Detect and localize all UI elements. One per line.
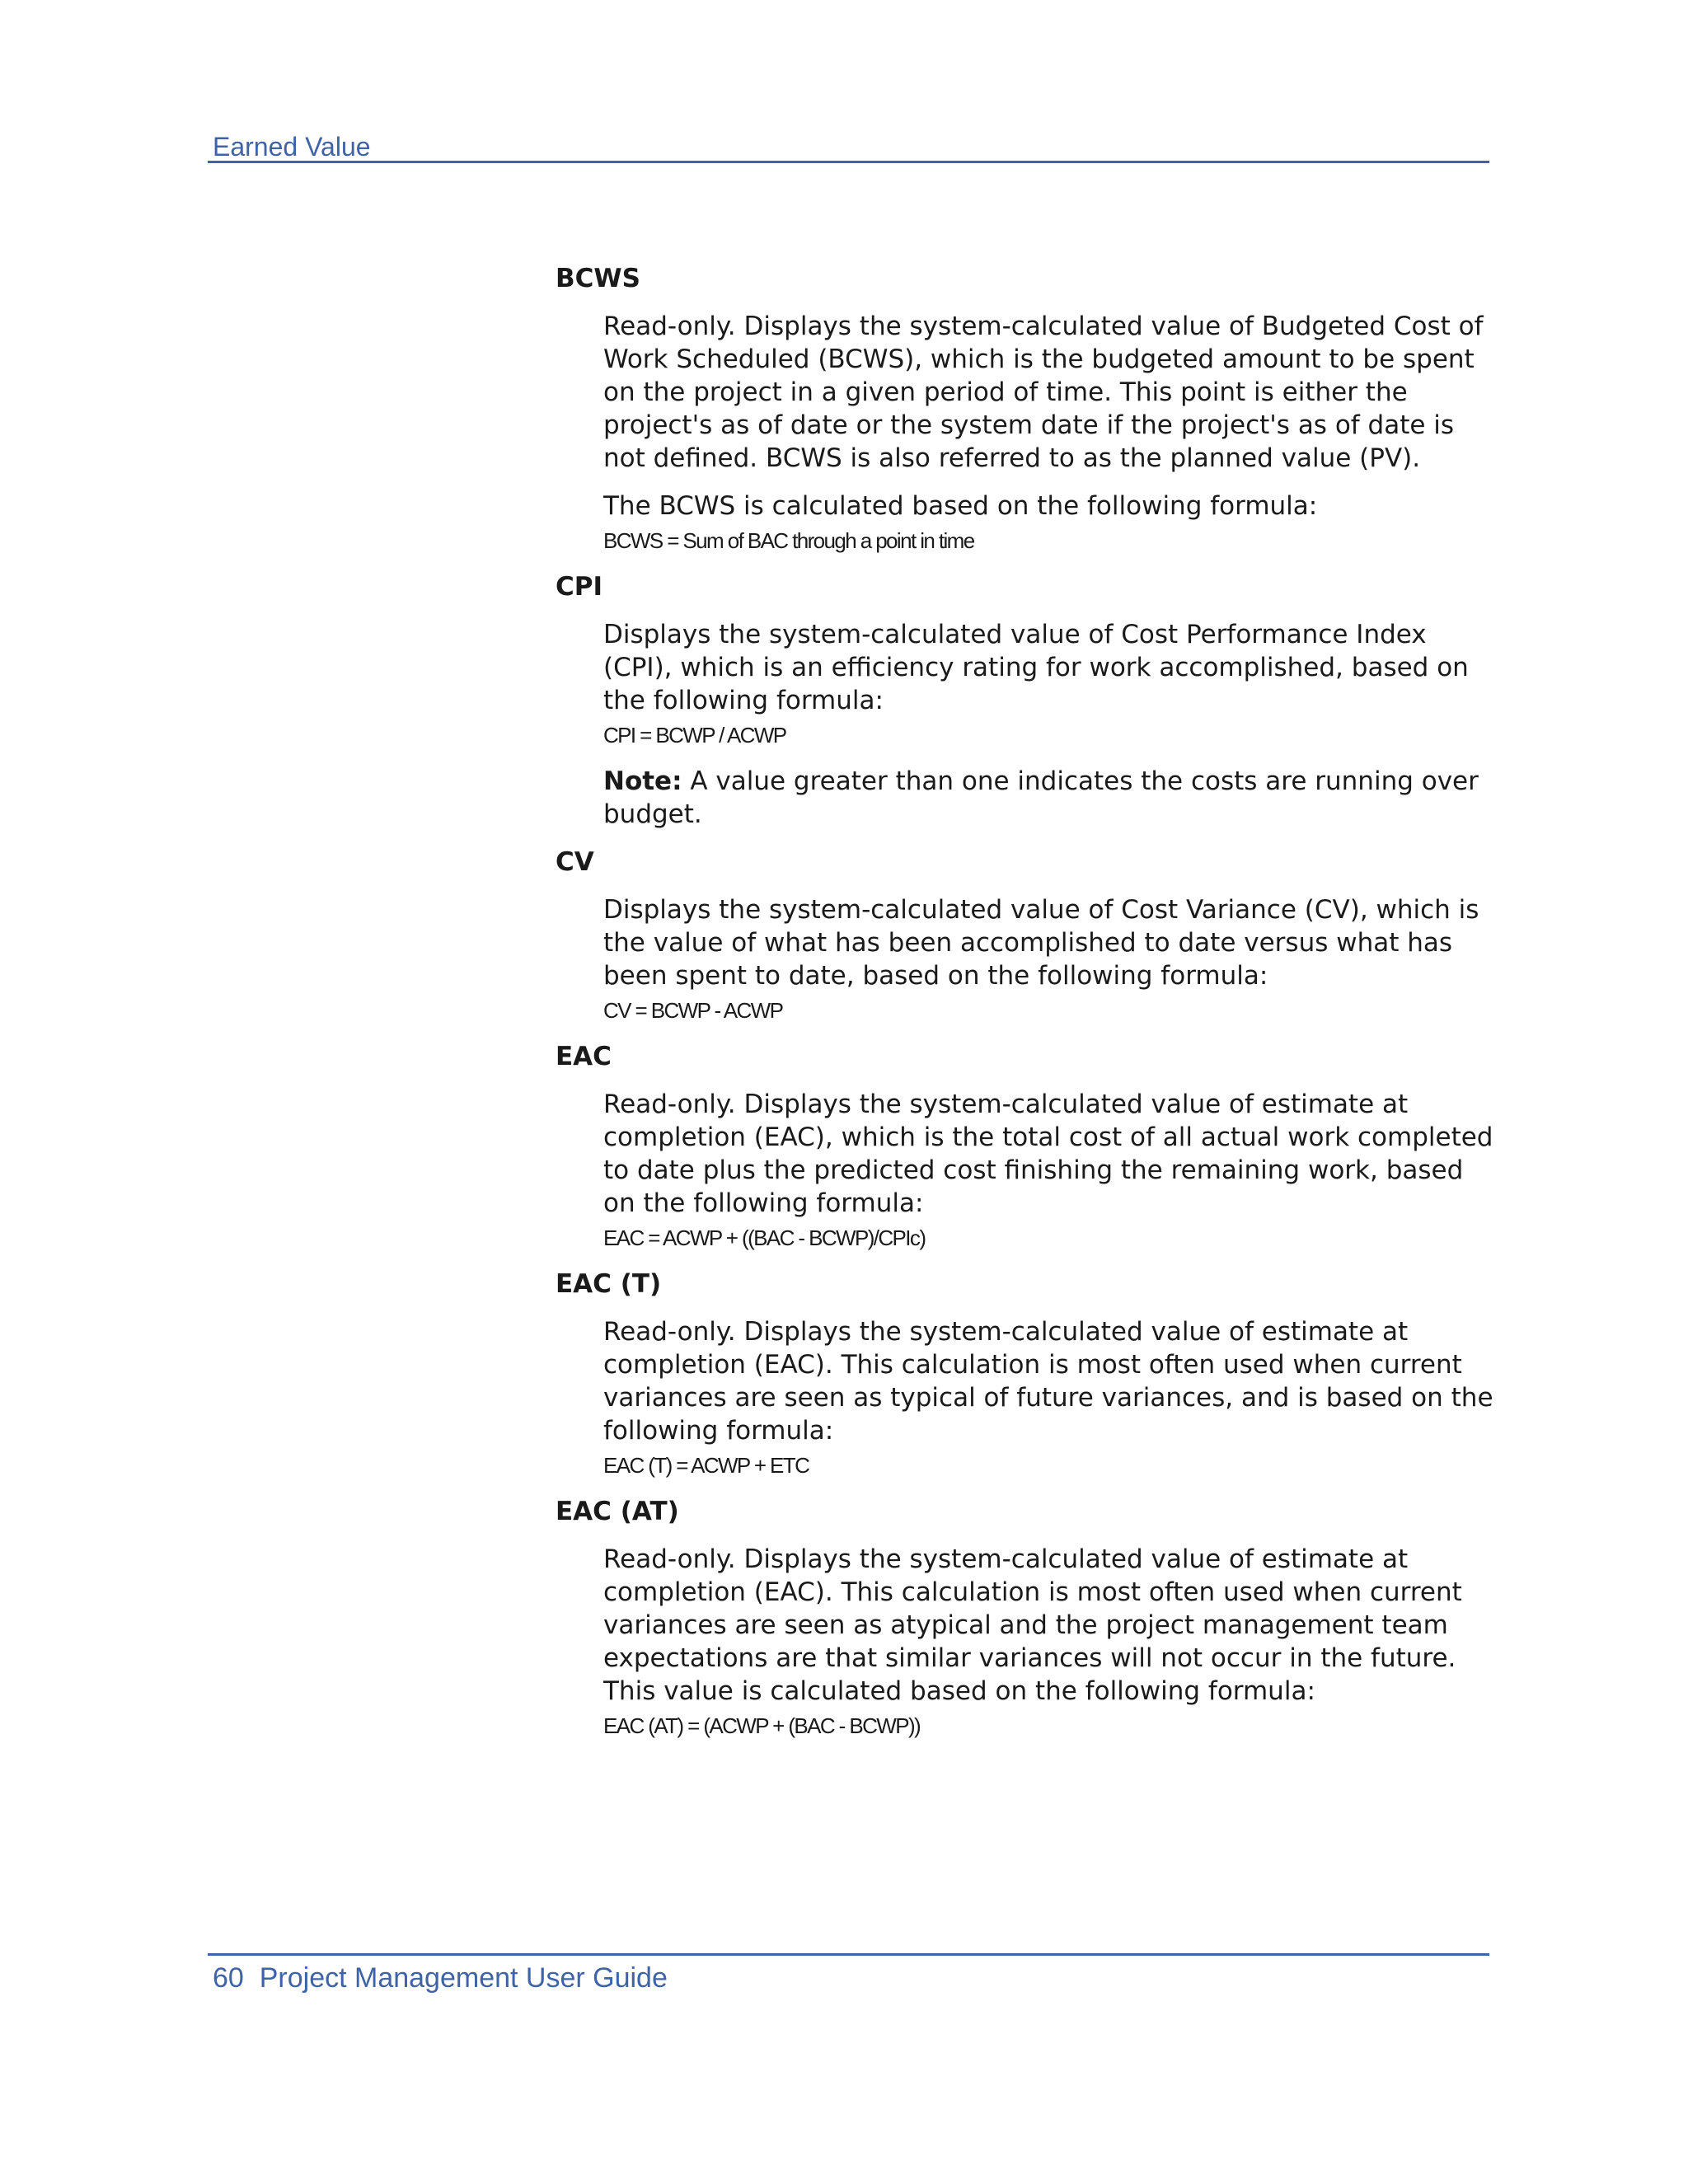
cpi-description: Displays the system-calculated value of Cost Performance Index (CPI), which is an efficiency rating for work accomplished, based on the following formula: (603, 620, 1469, 715)
term-eac: EAC (556, 1042, 612, 1071)
entry-cv (556, 846, 1495, 1025)
guide-title: Project Management User Guide (259, 1962, 668, 1994)
term-eac-at: EAC (AT) (556, 1497, 679, 1526)
definition-eac (603, 1088, 1495, 1253)
entry-cpi (556, 570, 1495, 831)
header-rule (208, 161, 1489, 163)
running-footer (213, 1961, 668, 1995)
definition-eac-at (603, 1543, 1495, 1741)
term-cv: CV (556, 847, 594, 877)
footer-rule (208, 1953, 1489, 1956)
page-number: 60 (213, 1962, 244, 1994)
eac-at-formula: EAC (AT) = (ACWP + (BAC - BCWP)) (603, 1713, 921, 1738)
eac-formula: EAC = ACWP + ((BAC - BCWP)/CPIc) (603, 1226, 926, 1250)
entry-eac-at (556, 1495, 1495, 1741)
note-label: Note: (603, 766, 682, 796)
definition-eac-t (603, 1315, 1495, 1480)
entry-eac-t (556, 1268, 1495, 1480)
definition-cv (603, 893, 1495, 1025)
eac-description: Read-only. Displays the system-calculated value of estimate at completion (EAC), which is the total cost of all actual work completed to date plus the predicted cost finishing the remaining work, based on the following formula: (603, 1090, 1493, 1218)
eac-at-description: Read-only. Displays the system-calculated value of estimate at completion (EAC). This calculation is most often used when current variances are seen as atypical and the project management team expectations are that similar variances will not occur in the future. This value is calculated based on the following formula: (603, 1544, 1462, 1706)
glossary-content (556, 262, 1495, 1741)
bcws-formula-intro: The BCWS is calculated based on the following formula: (603, 491, 1318, 521)
eac-t-description: Read-only. Displays the system-calculated value of estimate at completion (EAC). This calculation is most often used when current variances are seen as typical of future variances, and is based on the following formula: (603, 1317, 1493, 1446)
entry-bcws (556, 262, 1495, 555)
entry-eac (556, 1040, 1495, 1253)
term-eac-t: EAC (T) (556, 1269, 662, 1299)
bcws-formula: BCWS = Sum of BAC through a point in time (603, 528, 974, 553)
definition-cpi (603, 618, 1495, 831)
note-text: A value greater than one indicates the costs are running over budget. (603, 766, 1479, 829)
term-cpi: CPI (556, 572, 603, 602)
term-bcws: BCWS (556, 264, 640, 293)
cv-description: Displays the system-calculated value of Cost Variance (CV), which is the value of what has been accomplished to date versus what has been spent to date, based on the following formula: (603, 895, 1479, 991)
definition-bcws (603, 310, 1495, 555)
cpi-formula: CPI = BCWP / ACWP (603, 723, 786, 748)
cv-formula: CV = BCWP - ACWP (603, 998, 783, 1023)
eac-t-formula: EAC (T) = ACWP + ETC (603, 1453, 809, 1478)
bcws-description: Read-only. Displays the system-calculated value of Budgeted Cost of Work Scheduled (BCWS), which is the budgeted amount to be spent on the project in a given period of time. This point is either the project's as of date or the system date if the project's as of date is not defined. BCWS is also referred to as the planned value (PV). (603, 312, 1484, 473)
running-header: Earned Value (213, 132, 371, 162)
cpi-note (603, 765, 1495, 831)
